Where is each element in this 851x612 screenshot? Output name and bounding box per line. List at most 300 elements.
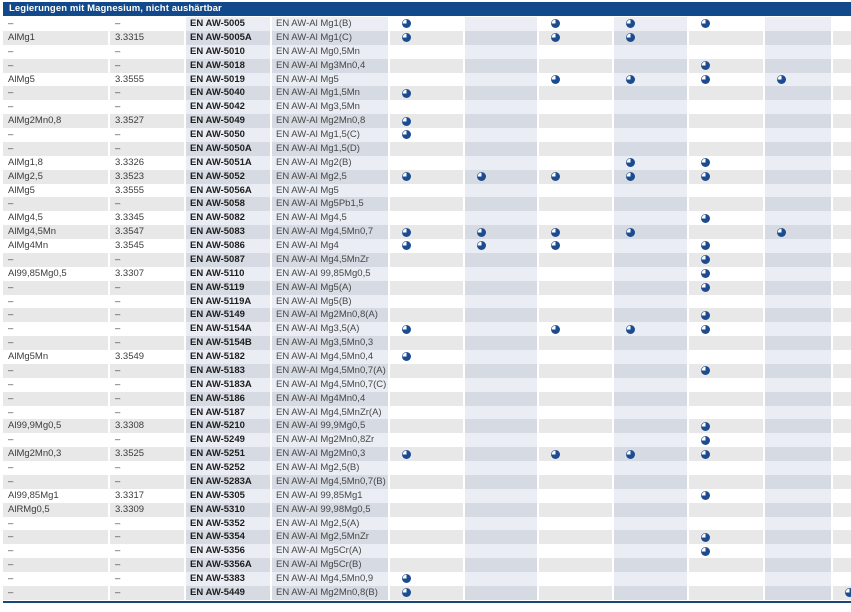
form-availability-cell [539,17,612,31]
form-availability-cell [465,308,537,322]
form-availability-cell [390,281,463,295]
form-availability-cell [614,281,687,295]
form-availability-cell [614,475,687,489]
table-row [0,475,851,489]
form-availability-cell [390,156,463,170]
availability-dot-icon [402,352,411,361]
material-number: – [110,517,184,531]
form-availability-cell [390,364,463,378]
availability-dot-icon [402,89,411,98]
availability-dot-icon [701,325,710,334]
alloy-name: AlMg2Mn0,3 [3,447,108,461]
en-aw-designation: EN AW-Al Mg4,5Mn0,4 [272,350,388,364]
material-number: – [110,308,184,322]
availability-dot-icon [402,450,411,459]
form-availability-cell [689,517,763,531]
availability-dot-icon [701,366,710,375]
form-availability-cell [614,197,687,211]
en-aw-designation: EN AW-Al Mg0,5Mn [272,45,388,59]
form-availability-cell [689,45,763,59]
form-availability-cell [765,59,831,73]
material-number: 3.3545 [110,239,184,253]
table-row [0,114,851,128]
form-availability-cell [833,586,851,600]
form-availability-cell [539,295,612,309]
form-availability-cell [614,128,687,142]
availability-dot-icon [626,158,635,167]
table-row [0,406,851,420]
en-aw-number: EN AW-5305 [186,489,270,503]
form-availability-cell [765,336,831,350]
material-number: – [110,586,184,600]
table-row [0,197,851,211]
form-availability-cell [689,378,763,392]
form-availability-cell [390,239,463,253]
form-availability-cell [539,572,612,586]
table-row [0,170,851,184]
en-aw-number: EN AW-5154A [186,322,270,336]
form-availability-cell [765,475,831,489]
form-availability-cell [689,184,763,198]
availability-dot-icon [777,228,786,237]
form-availability-cell [539,170,612,184]
en-aw-number: EN AW-5051A [186,156,270,170]
form-availability-cell [689,475,763,489]
form-availability-cell [390,586,463,600]
material-number: – [110,544,184,558]
form-availability-cell [689,544,763,558]
form-availability-cell [465,170,537,184]
availability-dot-icon [551,33,560,42]
table-row [0,530,851,544]
form-availability-cell [614,406,687,420]
form-availability-cell [390,225,463,239]
en-aw-designation: EN AW-Al Mg2(B) [272,156,388,170]
availability-dot-icon [626,19,635,28]
form-availability-cell [465,17,537,31]
alloy-name: – [3,475,108,489]
alloy-name: – [3,572,108,586]
form-availability-cell [614,586,687,600]
form-availability-cell [833,73,851,87]
form-availability-cell [465,350,537,364]
en-aw-designation: EN AW-Al Mg3Mn0,4 [272,59,388,73]
form-availability-cell [390,295,463,309]
availability-dot-icon [626,228,635,237]
form-availability-cell [539,447,612,461]
section-header [3,2,851,16]
form-availability-cell [765,378,831,392]
availability-dot-icon [551,450,560,459]
material-number: – [110,197,184,211]
form-availability-cell [390,184,463,198]
form-availability-cell [390,86,463,100]
availability-dot-icon [402,588,411,597]
material-number: – [110,530,184,544]
form-availability-cell [765,364,831,378]
alloy-name: – [3,308,108,322]
form-availability-cell [689,503,763,517]
form-availability-cell [614,503,687,517]
table-row [0,572,851,586]
form-availability-cell [689,128,763,142]
form-availability-cell [539,114,612,128]
form-availability-cell [465,197,537,211]
en-aw-number: EN AW-5187 [186,406,270,420]
table-body [0,17,851,600]
en-aw-designation: EN AW-Al Mg4,5Mn0,9 [272,572,388,586]
form-availability-cell [539,197,612,211]
form-availability-cell [833,475,851,489]
en-aw-designation: EN AW-Al Mg4Mn0,4 [272,392,388,406]
en-aw-number: EN AW-5087 [186,253,270,267]
material-number: 3.3525 [110,447,184,461]
table-row [0,378,851,392]
form-availability-cell [390,100,463,114]
en-aw-number: EN AW-5182 [186,350,270,364]
alloy-name: – [3,322,108,336]
material-number: 3.3326 [110,156,184,170]
form-availability-cell [614,461,687,475]
alloy-name: – [3,295,108,309]
form-availability-cell [465,530,537,544]
material-number: – [110,100,184,114]
en-aw-number: EN AW-5040 [186,86,270,100]
form-availability-cell [833,211,851,225]
form-availability-cell [390,336,463,350]
form-availability-cell [390,253,463,267]
form-availability-cell [833,156,851,170]
availability-dot-icon [701,214,710,223]
form-availability-cell [833,517,851,531]
form-availability-cell [614,59,687,73]
material-number: – [110,142,184,156]
en-aw-designation: EN AW-Al Mg5 [272,73,388,87]
availability-dot-icon [701,19,710,28]
table-row [0,586,851,600]
form-availability-cell [765,295,831,309]
form-availability-cell [765,253,831,267]
form-availability-cell [614,378,687,392]
material-number: – [110,392,184,406]
form-availability-cell [465,211,537,225]
form-availability-cell [390,475,463,489]
en-aw-designation: EN AW-Al Mg1,5Mn [272,86,388,100]
table-row [0,336,851,350]
en-aw-designation: EN AW-Al Mg1,5(C) [272,128,388,142]
form-availability-cell [765,558,831,572]
form-availability-cell [833,419,851,433]
table-row [0,31,851,45]
en-aw-number: EN AW-5283A [186,475,270,489]
form-availability-cell [833,86,851,100]
form-availability-cell [390,17,463,31]
en-aw-designation: EN AW-Al Mg5 [272,184,388,198]
form-availability-cell [689,281,763,295]
alloy-name: AlMg5 [3,73,108,87]
material-number: 3.3547 [110,225,184,239]
en-aw-designation: EN AW-Al Mg3,5Mn0,3 [272,336,388,350]
availability-dot-icon [701,255,710,264]
material-number: 3.3527 [110,114,184,128]
form-availability-cell [833,350,851,364]
availability-dot-icon [777,75,786,84]
table-row [0,558,851,572]
form-availability-cell [465,392,537,406]
form-availability-cell [765,392,831,406]
en-aw-number: EN AW-5354 [186,530,270,544]
form-availability-cell [833,253,851,267]
form-availability-cell [689,572,763,586]
alloy-name: – [3,530,108,544]
availability-dot-icon [701,241,710,250]
form-availability-cell [539,239,612,253]
form-availability-cell [539,433,612,447]
en-aw-designation: EN AW-Al Mg4,5MnZr(A) [272,406,388,420]
form-availability-cell [765,406,831,420]
form-availability-cell [689,461,763,475]
form-availability-cell [539,100,612,114]
en-aw-designation: EN AW-Al Mg5(B) [272,295,388,309]
en-aw-number: EN AW-5252 [186,461,270,475]
en-aw-designation: EN AW-Al Mg2Mn0,8(B) [272,586,388,600]
form-availability-cell [539,350,612,364]
table-row [0,45,851,59]
form-availability-cell [689,239,763,253]
availability-dot-icon [402,325,411,334]
form-availability-cell [390,350,463,364]
form-availability-cell [689,211,763,225]
form-availability-cell [614,489,687,503]
form-availability-cell [833,433,851,447]
form-availability-cell [689,295,763,309]
alloy-name: AlMg5 [3,184,108,198]
form-availability-cell [833,308,851,322]
form-availability-cell [390,461,463,475]
alloy-name: – [3,100,108,114]
form-availability-cell [390,572,463,586]
form-availability-cell [390,128,463,142]
form-availability-cell [765,489,831,503]
form-availability-cell [390,322,463,336]
form-availability-cell [765,433,831,447]
material-number: 3.3555 [110,184,184,198]
form-availability-cell [689,364,763,378]
form-availability-cell [539,475,612,489]
form-availability-cell [465,475,537,489]
form-availability-cell [833,378,851,392]
form-availability-cell [465,336,537,350]
availability-dot-icon [701,75,710,84]
form-availability-cell [614,572,687,586]
en-aw-designation: EN AW-Al Mg4 [272,239,388,253]
form-availability-cell [689,392,763,406]
en-aw-number: EN AW-5383 [186,572,270,586]
form-availability-cell [614,142,687,156]
en-aw-number: EN AW-5083 [186,225,270,239]
form-availability-cell [465,225,537,239]
form-availability-cell [833,572,851,586]
en-aw-number: EN AW-5049 [186,114,270,128]
en-aw-designation: EN AW-Al Mg3,5(A) [272,322,388,336]
alloy-name: AlMg4,5Mn [3,225,108,239]
alloy-name: AlMg2Mn0,8 [3,114,108,128]
form-availability-cell [465,184,537,198]
form-availability-cell [390,530,463,544]
form-availability-cell [390,73,463,87]
material-number: 3.3307 [110,267,184,281]
alloy-name: – [3,586,108,600]
en-aw-number: EN AW-5042 [186,100,270,114]
en-aw-number: EN AW-5019 [186,73,270,87]
en-aw-designation: EN AW-Al Mg4,5Mn0,7 [272,225,388,239]
en-aw-designation: EN AW-Al Mg2,5 [272,170,388,184]
form-availability-cell [539,336,612,350]
form-availability-cell [539,322,612,336]
form-availability-cell [465,281,537,295]
form-availability-cell [765,308,831,322]
en-aw-designation: EN AW-Al Mg5Cr(B) [272,558,388,572]
form-availability-cell [833,267,851,281]
section-title: Legierungen mit Magnesium, nicht aushärtbar [9,3,222,14]
form-availability-cell [689,59,763,73]
form-availability-cell [614,253,687,267]
form-availability-cell [390,433,463,447]
alloy-name: – [3,378,108,392]
availability-dot-icon [845,588,851,597]
en-aw-number: EN AW-5183 [186,364,270,378]
en-aw-number: EN AW-5018 [186,59,270,73]
form-availability-cell [539,530,612,544]
form-availability-cell [539,45,612,59]
table-row [0,73,851,87]
en-aw-designation: EN AW-Al Mg1,5(D) [272,142,388,156]
availability-dot-icon [551,172,560,181]
en-aw-number: EN AW-5005 [186,17,270,31]
form-availability-cell [390,558,463,572]
availability-dot-icon [626,75,635,84]
form-availability-cell [765,156,831,170]
form-availability-cell [689,100,763,114]
en-aw-designation: EN AW-Al Mg4,5 [272,211,388,225]
en-aw-number: EN AW-5186 [186,392,270,406]
form-availability-cell [539,267,612,281]
form-availability-cell [833,503,851,517]
form-availability-cell [614,211,687,225]
availability-dot-icon [402,574,411,583]
material-number: 3.3309 [110,503,184,517]
form-availability-cell [539,392,612,406]
material-number: – [110,558,184,572]
form-availability-cell [614,433,687,447]
form-availability-cell [390,544,463,558]
form-availability-cell [390,503,463,517]
form-availability-cell [465,447,537,461]
en-aw-designation: EN AW-Al Mg4,5Mn0,7(C) [272,378,388,392]
alloy-name: – [3,392,108,406]
form-availability-cell [390,406,463,420]
en-aw-number: EN AW-5052 [186,170,270,184]
table-row [0,503,851,517]
en-aw-number: EN AW-5110 [186,267,270,281]
alloy-name: – [3,461,108,475]
alloy-name: – [3,59,108,73]
table-row [0,419,851,433]
table-row [0,281,851,295]
form-availability-cell [833,489,851,503]
form-availability-cell [765,350,831,364]
en-aw-number: EN AW-5449 [186,586,270,600]
form-availability-cell [614,170,687,184]
form-availability-cell [765,517,831,531]
alloy-name: AlRMg0,5 [3,503,108,517]
en-aw-number: EN AW-5082 [186,211,270,225]
form-availability-cell [465,322,537,336]
form-availability-cell [689,225,763,239]
material-number: 3.3317 [110,489,184,503]
form-availability-cell [465,489,537,503]
material-number: – [110,433,184,447]
table-row [0,156,851,170]
en-aw-number: EN AW-5010 [186,45,270,59]
table-row [0,253,851,267]
en-aw-designation: EN AW-Al Mg2,5(B) [272,461,388,475]
form-availability-cell [614,184,687,198]
form-availability-cell [833,406,851,420]
form-availability-cell [833,17,851,31]
en-aw-number: EN AW-5183A [186,378,270,392]
form-availability-cell [539,558,612,572]
material-number: – [110,406,184,420]
form-availability-cell [614,447,687,461]
form-availability-cell [390,489,463,503]
table-row [0,239,851,253]
alloy-name: – [3,142,108,156]
form-availability-cell [614,295,687,309]
availability-dot-icon [701,158,710,167]
form-availability-cell [465,239,537,253]
form-availability-cell [689,447,763,461]
form-availability-cell [765,142,831,156]
alloy-name: AlMg1,8 [3,156,108,170]
en-aw-number: EN AW-5086 [186,239,270,253]
availability-dot-icon [402,228,411,237]
form-availability-cell [465,267,537,281]
form-availability-cell [539,503,612,517]
form-availability-cell [833,197,851,211]
availability-dot-icon [701,450,710,459]
en-aw-number: EN AW-5058 [186,197,270,211]
form-availability-cell [539,86,612,100]
table-row [0,364,851,378]
form-availability-cell [689,336,763,350]
alloy-name: AlMg5Mn [3,350,108,364]
form-availability-cell [833,45,851,59]
en-aw-designation: EN AW-Al 99,85Mg0,5 [272,267,388,281]
availability-dot-icon [402,172,411,181]
form-availability-cell [765,73,831,87]
form-availability-cell [614,267,687,281]
form-availability-cell [833,447,851,461]
form-availability-cell [614,364,687,378]
availability-dot-icon [477,228,486,237]
material-number: 3.3555 [110,73,184,87]
table-row [0,489,851,503]
material-number: – [110,253,184,267]
en-aw-designation: EN AW-Al Mg5Cr(A) [272,544,388,558]
form-availability-cell [539,253,612,267]
form-availability-cell [689,419,763,433]
